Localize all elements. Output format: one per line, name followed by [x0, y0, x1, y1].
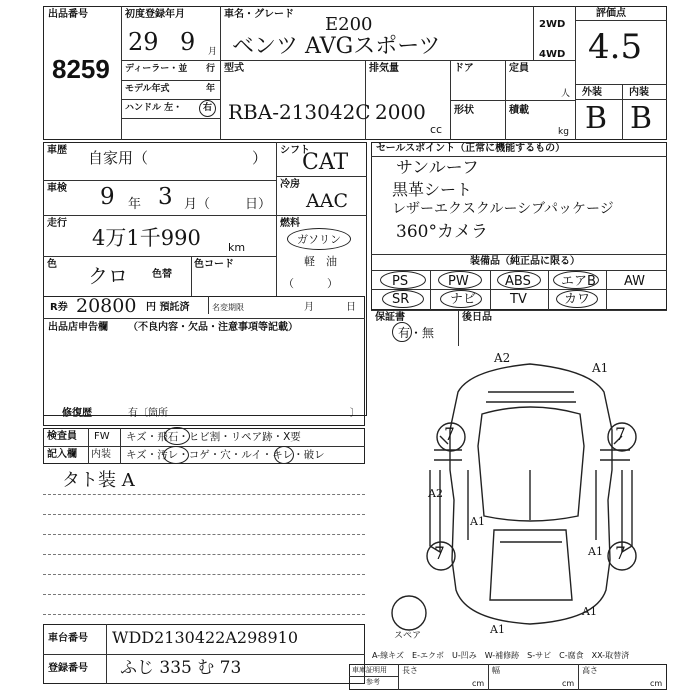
cert-length-unit: cm [472, 679, 485, 688]
dealer-label: ディーラー・並 [125, 64, 188, 74]
shaken-year: 9 [100, 184, 115, 210]
color-code-label: 色コード [194, 259, 234, 270]
drive-2wd: 2WD [539, 19, 566, 30]
mark-rear-right-a1: A1 [582, 605, 597, 618]
equip-abs: ABS [505, 274, 531, 289]
cert-height-unit: cm [650, 679, 663, 688]
damage-legend: A-線キズ E-エクボ U-凹み W-補修跡 S-サビ C-腐食 XX-取替済 [372, 651, 630, 660]
plate-handwritten: ふじ 335 む 73 [120, 658, 242, 678]
cert-height: 高さ [582, 666, 598, 675]
inspector-fw: FW [94, 431, 110, 442]
shaken-month-unit: 月（ [184, 197, 211, 212]
warranty-label: 保証書 [375, 312, 405, 323]
ext-label: 外装 [582, 87, 602, 98]
cert-length: 長さ [402, 666, 418, 675]
equip-leather: カワ [564, 292, 591, 307]
cc-unit: cc [430, 123, 443, 136]
model-year-label: モデル年式 [125, 84, 170, 94]
shaken-year-unit: 年 [128, 197, 142, 212]
plate-label: 登録番号 [48, 663, 88, 674]
mark-wheel-fl: 7 [444, 425, 455, 445]
lot-number: 8259 [52, 54, 110, 84]
grade-handwritten: 4.5 [588, 27, 643, 67]
transfer-month: 月 [304, 302, 314, 313]
equip-navi: ナビ [450, 292, 477, 307]
color-label: 色 [47, 259, 57, 270]
chassis-handwritten: WDD2130422A298910 [112, 628, 298, 647]
capacity-label: 定員 [509, 63, 529, 74]
shift-handwritten: CAT [302, 150, 349, 175]
equip-aw: AW [624, 274, 646, 289]
history-value: 自家用（ [88, 149, 149, 167]
report-label: 出品店申告欄 [48, 322, 108, 333]
shift-label: シフト [280, 145, 310, 156]
mark-rear-a1: A1 [490, 623, 505, 636]
mark-left-a1: A1 [470, 515, 485, 528]
sales-line-4: 360°カメラ [396, 222, 488, 242]
equip-airbag: エアB [561, 274, 596, 289]
aircon-label: 冷房 [280, 179, 300, 190]
color-handwritten: クロ [88, 264, 128, 288]
equip-tv: TV [510, 292, 527, 307]
mark-wheel-rl: 7 [434, 544, 445, 564]
model-year-suffix: 年 [206, 84, 216, 94]
entry-label: 記入欄 [47, 449, 77, 460]
cert-width: 幅 [492, 666, 500, 675]
inspector-line-2: キズ・汚レ・コゲ・穴・ルイ・キレ・破レ [126, 449, 325, 461]
history-close: ） [252, 149, 268, 167]
shape-label: 形状 [454, 105, 474, 116]
first-reg-label: 初度登録年月 [125, 9, 185, 20]
int-grade-handwritten: B [630, 101, 653, 136]
color-change-label: 色替 [152, 269, 172, 280]
drive-4wd: 4WD [539, 49, 566, 60]
lot-label: 出品番号 [48, 9, 88, 20]
equip-ps: PS [392, 274, 409, 289]
repair-label: 修復歴 [62, 408, 92, 419]
inspector-label: 検査員 [47, 431, 77, 442]
recycle-paid: 円 預託済 [146, 302, 190, 313]
shaken-day-unit: 日） [245, 197, 272, 212]
recycle-handwritten: 20800 [76, 295, 137, 317]
ext-grade-handwritten: B [585, 101, 608, 136]
repair-close: 〕 [350, 408, 360, 419]
first-reg-year: 29 [128, 28, 159, 56]
cc-handwritten: 2000 [375, 100, 426, 124]
cert-label: 車庫証明用 [352, 666, 387, 674]
door-label: ドア [454, 63, 474, 74]
fuel-other: （ ） [283, 277, 338, 290]
mark-front-a2: A2 [494, 351, 511, 365]
car-name-handwritten: ベンツ AVGスポーツ [232, 34, 441, 59]
equip-sr: SR [392, 292, 410, 307]
first-reg-month-unit: 月 [208, 47, 218, 57]
type-label: 型式 [224, 63, 244, 74]
notes-line-1: タト装 A [62, 470, 135, 491]
repair-value: 有〔箇所 [128, 408, 168, 419]
int-label: 内装 [629, 87, 649, 98]
mark-right-a1: A1 [588, 545, 603, 558]
transfer-label: 名変期限 [212, 303, 244, 312]
spare-label: スペア [394, 631, 422, 641]
sales-line-3: レザーエクスクルーシブパッケージ [392, 201, 614, 217]
cert-width-unit: cm [562, 679, 575, 688]
mark-front-a1: A1 [592, 361, 609, 375]
type-handwritten: RBA-213042C [228, 100, 371, 124]
inspector-line-1: キズ・飛石・ヒビ割・リペア跡・X要 [126, 431, 301, 443]
history-label: 車歴 [47, 145, 67, 156]
recycle-label: R券 [50, 302, 68, 313]
transfer-day: 日 [346, 302, 356, 313]
load-unit: kg [558, 127, 569, 137]
handle-right-circled: 右 [199, 100, 216, 117]
capacity-unit: 人 [561, 89, 571, 99]
mark-wheel-fr: 7 [615, 425, 626, 445]
aircon-handwritten: AAC [306, 190, 348, 212]
load-label: 積載 [509, 105, 529, 116]
mileage-unit: km [228, 241, 246, 254]
inspector-int: 内装 [91, 449, 111, 460]
sales-line-1: サンルーフ [396, 158, 479, 178]
fuel-gas-circled: ガソリン [287, 228, 351, 250]
report-note: （不良内容・欠品・注意事項等記載） [128, 322, 298, 333]
warranty-value: 有・無 [398, 326, 435, 340]
fuel-diesel: 軽 油 [304, 255, 337, 268]
shaken-month: 3 [158, 184, 173, 210]
mileage-label: 走行 [47, 218, 67, 229]
grade-label: 評価点 [596, 8, 626, 19]
mark-wheel-rr: 7 [615, 544, 626, 564]
rear-label: 後日品 [462, 312, 492, 323]
cc-label: 排気量 [369, 63, 399, 74]
shaken-label: 車検 [47, 183, 67, 194]
fuel-label: 燃料 [280, 218, 300, 229]
equipment-label: 装備品（純正品に限る） [470, 256, 580, 267]
dealer-suffix: 行 [206, 64, 216, 74]
handle-label: ハンドル 左・ [125, 103, 183, 113]
mileage-handwritten: 4万1千990 [92, 226, 201, 250]
mark-left-a2: A2 [428, 487, 443, 500]
model-handwritten: E200 [325, 14, 373, 35]
chassis-label: 車台番号 [48, 633, 88, 644]
first-reg-month: 9 [180, 28, 196, 56]
equip-pw: PW [448, 274, 469, 289]
cert-ref: 参考 [366, 678, 380, 686]
sales-line-2: 黒革シート [392, 180, 473, 199]
name-label: 車名・グレード [224, 9, 294, 20]
sales-label: セールスポイント（正常に機能するもの） [376, 143, 566, 154]
